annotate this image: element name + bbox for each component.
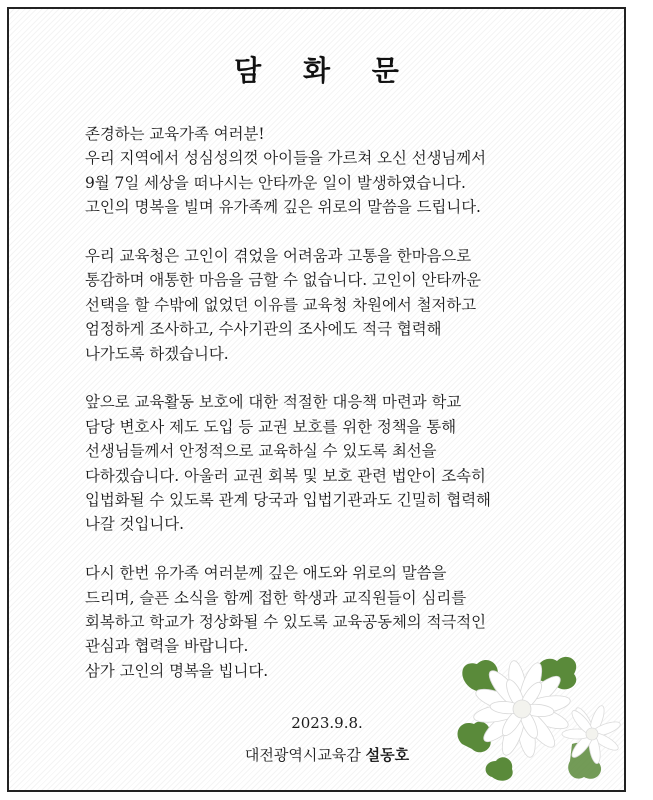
text-line: 우리 교육청은 고인이 겪었을 어려움과 고통을 한마음으로 [85, 247, 472, 266]
statement-date: 2023.9.8. [291, 714, 363, 732]
text-line: 삼가 고인의 명복을 빕니다. [85, 661, 269, 680]
text-line: 선생님들께서 안정적으로 교육하실 수 있도록 최선을 [85, 442, 437, 461]
statement-frame [7, 7, 626, 792]
text-line: 담당 변호사 제도 도입 등 교권 보호를 위한 정책을 통해 [85, 417, 457, 436]
text-line: 관심과 협력을 바랍니다. [85, 637, 249, 656]
text-line: 다하겠습니다. 아울러 교권 회복 및 보호 관련 법안이 조속히 [85, 466, 486, 485]
document-title: 담 화 문 [234, 54, 415, 87]
paragraph-1 [85, 122, 605, 220]
text-line: 9월 7일 세상을 떠나시는 안타까운 일이 발생하였습니다. [85, 173, 466, 192]
text-line: 고인의 명복을 빌며 유가족께 깊은 위로의 말씀을 드립니다. [85, 198, 481, 217]
text-line: 다시 한번 유가족 여러분께 깊은 애도와 위로의 말씀을 [85, 564, 447, 583]
white-chrysanthemum-icon [452, 649, 627, 797]
text-line: 엄정하게 조사하고, 수사기관의 조사에도 적극 협력해 [85, 320, 442, 339]
text-line: 우리 지역에서 성심성의껏 아이들을 가르쳐 오신 선생님께서 [85, 149, 487, 168]
paragraph-2 [85, 244, 605, 366]
paragraph-3 [85, 390, 605, 536]
statement-body [85, 122, 605, 708]
signatory-name: 설동호 [365, 746, 410, 764]
signature-block [222, 744, 432, 765]
text-line: 존경하는 교육가족 여러분! [85, 125, 265, 143]
text-line: 회복하고 학교가 정상화될 수 있도록 교육공동체의 적극적인 [85, 613, 487, 632]
text-line: 나가도록 하겠습니다. [85, 344, 229, 363]
text-line: 나갈 것입니다. [85, 515, 184, 534]
signatory-title: 대전광역시교육감 [244, 746, 361, 764]
text-line: 통감하며 애통한 마음을 금할 수 없습니다. 고인이 안타까운 [85, 271, 481, 290]
text-line: 선택을 할 수밖에 없었던 이유를 교육청 차원에서 철저하고 [85, 295, 477, 314]
text-line: 드리며, 슬픈 소식을 함께 접한 학생과 교직원들이 심리를 [85, 588, 467, 607]
text-line: 입법화될 수 있도록 관계 당국과 입법기관과도 긴밀히 협력해 [85, 491, 491, 510]
text-line: 앞으로 교육활동 보호에 대한 적절한 대응책 마련과 학교 [85, 393, 462, 412]
